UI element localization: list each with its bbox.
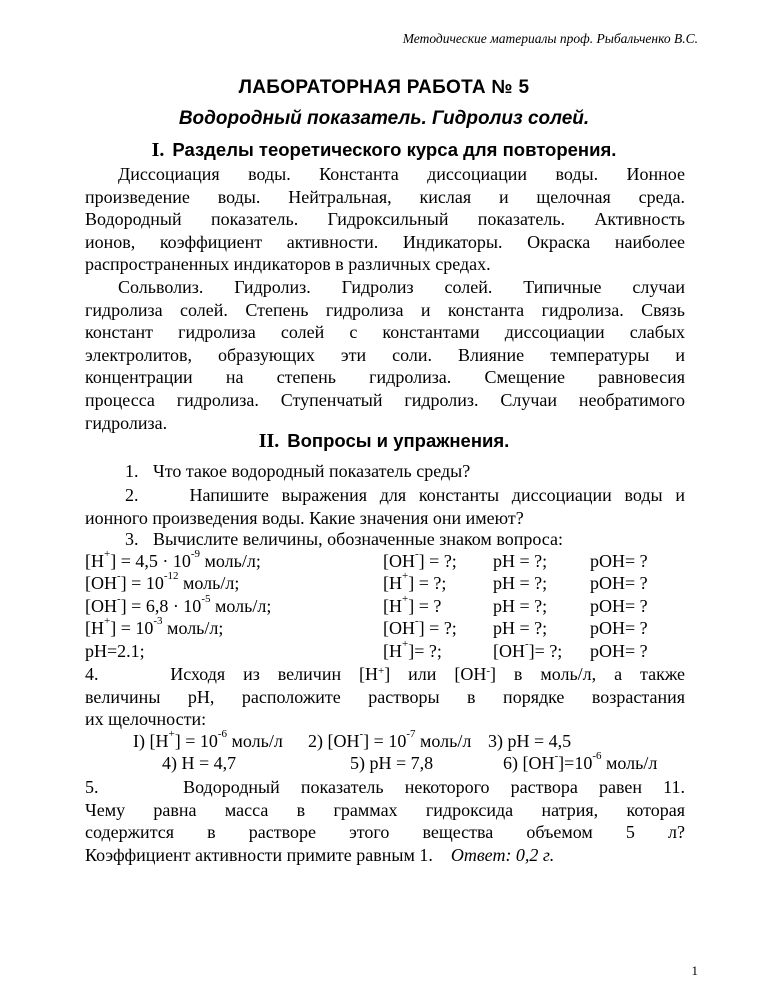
given-value: $[H^+] = 10^{-3}$ моль/л; xyxy=(85,615,224,638)
text-line: электролитов, образующих эти соли. Влияние температуры и xyxy=(85,344,685,365)
text-line: Чему равна масса в граммах гидроксида натрия, которая xyxy=(85,799,685,820)
question-2 xyxy=(85,484,685,529)
text-line: процесса гидролиза. Ступенчатый гидролиз. Случаи необратимого xyxy=(85,389,685,410)
unknown-ph: pH = ?; xyxy=(493,573,548,593)
given-value: $[H^+] = 4,5 \cdot 10^{-9}$ моль/л; xyxy=(85,548,261,571)
unknown-ph: pH = ?; xyxy=(493,596,548,616)
question-text: Исходя из величин [H xyxy=(170,664,379,684)
unknown-poh: pOH= ? xyxy=(590,573,648,593)
text-line: их щелочности: xyxy=(85,709,207,730)
unknown-poh: pOH= ? xyxy=(590,641,648,661)
unknown-value: [H+]= ?; xyxy=(383,638,442,661)
unknown-value: [OH-] = ?; xyxy=(383,548,457,571)
text-line: концентрации на степень гидролиза. Смещение равновесия xyxy=(85,367,685,388)
option-4: 4) H = 4,7 xyxy=(162,753,237,773)
question-number: 1. xyxy=(125,461,139,481)
page-subtitle: Водородный показатель. Гидролиз солей. xyxy=(178,108,590,129)
running-header: Методические материалы проф. Рыбальченко В.С. xyxy=(402,31,698,46)
given-value: pH=2.1; xyxy=(85,641,145,661)
unknown-ph: pH = ?; xyxy=(493,618,548,638)
question-text: Вычислите величины, обозначенные знаком вопроса: xyxy=(153,529,563,549)
question-number: 5. xyxy=(85,777,99,797)
question-4: 4. Исходя из величин [H+] или [OH-] в моль/л, а также величины pH, расположите растворы в порядке возрастания их щелочности: xyxy=(85,664,686,730)
theory-paragraph-1 xyxy=(85,163,685,276)
option-3: 3) pH = 4,5 xyxy=(488,731,572,751)
section-heading-2 xyxy=(0,430,768,453)
unknown-poh: pOH= ? xyxy=(590,596,648,616)
text-line: Сольволиз. Гидролиз. Гидролиз солей. Типичные случаи xyxy=(118,277,685,297)
text-line: ионного произведения воды. Какие значения они имеют? xyxy=(85,507,524,528)
option-6: 6) $[OH^-]=10^{-6}$ моль/л xyxy=(503,750,658,773)
text-line: произведение воды. Нейтральная, кислая и щелочная среда. xyxy=(85,186,685,207)
question-text: Напишите выражения для константы диссоциации воды и xyxy=(189,485,685,505)
text-line: ионов, коэффициент активности. Индикаторы. Окраска наиболее xyxy=(85,231,685,252)
unknown-poh: pOH= ? xyxy=(590,551,648,571)
text-line: Водородный показатель. Гидроксильный показатель. Активность xyxy=(85,209,685,230)
question-text: ] или [OH xyxy=(384,664,487,684)
page-title: ЛАБОРАТОРНАЯ РАБОТА № 5 xyxy=(238,77,530,98)
section-heading-1 xyxy=(0,139,768,162)
text-line: Коэффициент активности примите равным 1. xyxy=(85,844,433,865)
question-number: 2. xyxy=(125,485,139,505)
section-number: I. xyxy=(151,139,165,161)
unknown-value: [OH-] = ?; xyxy=(383,615,457,638)
theory-paragraph-2 xyxy=(85,276,685,434)
text-line: Диссоциация воды. Константа диссоциации воды. Ионное xyxy=(118,164,685,184)
text-line: гидролиза солей. Степень гидролиза и константа гидролиза. Связь xyxy=(85,299,685,320)
text-line: распространенных индикаторов в различных средах. xyxy=(85,254,491,275)
question-number: 4. xyxy=(85,664,99,684)
text-line: констант гидролиза солей с константами диссоциации слабых xyxy=(85,322,685,343)
option-1: I) $[H^+] = 10^{-6}$ моль/л xyxy=(133,728,283,751)
question-number: 3. xyxy=(125,529,139,549)
page-number: 1 xyxy=(691,963,698,978)
unknown-value: [H+] = ? xyxy=(383,593,442,616)
unknown-ph: [OH-]= ?; xyxy=(493,638,563,661)
section-title-dot: . xyxy=(504,430,510,451)
given-value: $[OH^-] = 10^{-12}$ моль/л; xyxy=(85,570,240,593)
text-line: величины pH, расположите растворы в порядке возрастания xyxy=(85,686,685,707)
unknown-value: [H+] = ?; xyxy=(383,570,447,593)
answer-text: Ответ: 0,2 г. xyxy=(450,844,555,865)
question-text: Что такое водородный показатель среды? xyxy=(153,461,471,481)
question-text: Водородный показатель некоторого раствора равен 11. xyxy=(183,777,686,797)
unknown-poh: pOH= ? xyxy=(590,618,648,638)
section-title: Вопросы и упражнения xyxy=(287,430,505,451)
text-line: содержится в растворе этого вещества объемом 5 л? xyxy=(85,822,685,843)
option-2: 2) $[OH^-] = 10^{-7}$ моль/л xyxy=(308,728,472,751)
question-5 xyxy=(85,776,685,866)
option-5: 5) pH = 7,8 xyxy=(350,753,434,773)
text-line: гидролиза. xyxy=(85,412,168,433)
section-title: Разделы теоретического курса для повторения. xyxy=(172,139,617,160)
unknown-ph: pH = ?; xyxy=(493,551,548,571)
question-text: ] в моль/л, а также xyxy=(490,664,686,684)
given-value: $[OH^-] = 6,8 \cdot 10^{-5}$ моль/л; xyxy=(85,593,272,616)
section-number: II. xyxy=(258,430,280,452)
